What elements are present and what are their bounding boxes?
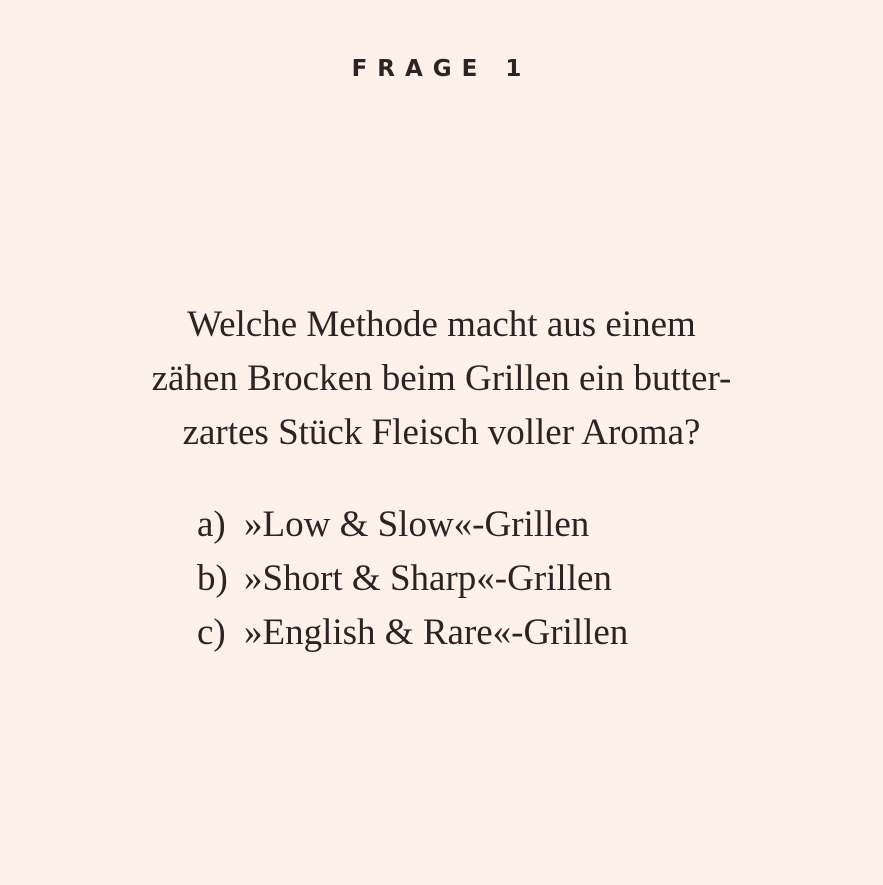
question-line: zähen Brocken beim Grillen ein butter-: [151, 358, 732, 399]
answer-letter: a): [197, 504, 226, 545]
answer-option-a: [197, 498, 628, 552]
answer-text: »Short & Sharp«-Grillen: [244, 558, 612, 599]
answer-text: »Low & Slow«-Grillen: [244, 504, 590, 545]
answer-letter: c): [197, 612, 226, 653]
question-heading: FRAGE 1: [351, 56, 532, 82]
question-line: zartes Stück Fleisch voller Aroma?: [182, 412, 701, 453]
answer-list: [197, 498, 628, 660]
answer-text: »English & Rare«-Grillen: [244, 612, 629, 653]
answer-option-c: [197, 606, 628, 660]
question-text: [60, 298, 823, 460]
answer-letter: b): [197, 558, 228, 599]
answer-option-b: [197, 552, 628, 606]
question-line: Welche Methode macht aus einem: [187, 304, 696, 345]
